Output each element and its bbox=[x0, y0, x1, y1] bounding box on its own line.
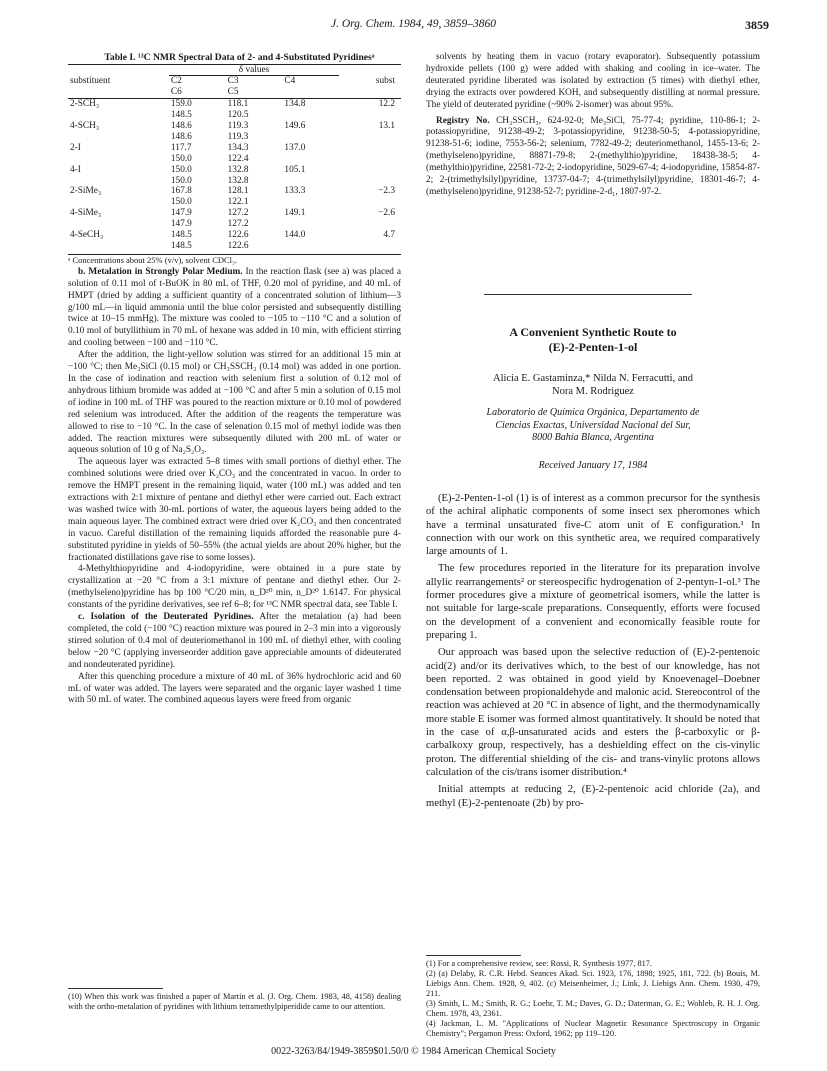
column-header: substituent bbox=[68, 76, 169, 99]
value-cell: 149.1 bbox=[284, 208, 306, 219]
column-header: C3 C5 bbox=[226, 76, 283, 99]
value-cell: −2.6 bbox=[378, 208, 395, 219]
substituent-cell: 4-I bbox=[70, 164, 81, 175]
table-column-headers bbox=[68, 76, 401, 99]
column-header: C4 bbox=[282, 76, 339, 99]
value-cell bbox=[282, 197, 339, 208]
value-cell: −2.3 bbox=[378, 186, 395, 197]
value-cell bbox=[282, 132, 339, 143]
value-cell: 147.9 bbox=[170, 219, 192, 230]
value-cell: 148.5 bbox=[170, 110, 192, 121]
value-cell: 119.3 bbox=[227, 121, 249, 132]
value-cell: 150.0 bbox=[170, 175, 192, 186]
value-cell: 147.9 bbox=[170, 208, 192, 219]
substituent-cell: 4-SCH₃ bbox=[70, 121, 100, 132]
article-title: A Convenient Synthetic Route to (E)-2-Penten-1-ol bbox=[509, 325, 677, 354]
registry-paragraph: Registry No. CH₃SSCH₃, 624-92-0; Me₃SiCl, 75-77-4; pyridine, 110-86-1; 2-potassiopyridine, 91238-49-2; 3-potassiopyridine, 91238-50-5; 4-potassiopyridine, 91238-51-6; iodine, 7553-56-2; selenium, 7782-49-2; deuteriomethanol, 1455-13-6; 2-(methylseleno)pyridine, 88871-79-8; 2-(methylthio)pyridine, 18438-38-5; 4-(methylthio)pyridine, 22581-72-2; 2-iodopyridine, 5029-67-4; 4-iodopyridine, 15854-87-2; 2-(trimethylsilyl)pyridine, 13737-04-7; 4-(trimethylsilyl)pyridine, 18301-46-7; 4-(methylseleno)pyridine, 91238-52-7; pyridine-2-d₁, 1807-97-2. bbox=[426, 115, 760, 197]
value-cell bbox=[339, 154, 401, 165]
substituent-cell: 4-SeCH₃ bbox=[70, 230, 104, 241]
value-cell bbox=[339, 197, 401, 208]
left-column bbox=[68, 52, 401, 707]
value-cell: 148.6 bbox=[170, 131, 192, 142]
footnote-10: (10) When this work was finished a paper of Martin et al. (J. Org. Chem. 1983, 48, 4158) dealing with the ortho-metalation of pyridines with lithium tetramethylpiperidide came to our attention. bbox=[68, 992, 401, 1011]
table-row bbox=[68, 208, 401, 219]
value-cell: 137.0 bbox=[284, 142, 306, 153]
registry-heading: Registry No. bbox=[436, 115, 490, 126]
value-cell: 122.6 bbox=[227, 230, 249, 241]
substituent-cell: 4-SiMe₃ bbox=[70, 208, 102, 219]
value-cell: 150.0 bbox=[170, 197, 192, 208]
section-c-paragraph-1: c. Isolation of the Deuterated Pyridines. After the metalation (a) had been completed, the cold (−100 °C) reaction mixture was poured in 2–3 min into a vigorously stirred solution of 0.4 mol of deuteriomethanol in 100 mL of diethyl ether, with cooling below −20 °C (applying inverseorder addition gave appreciable amounts of dideuterated and nondeuterated pyridine). bbox=[68, 612, 401, 670]
table-row bbox=[68, 230, 401, 241]
section-b-paragraph-3: The aqueous layer was extracted 5–8 times with small portions of diethyl ether. The combined solutions were dried over K₂CO₃ and the concentrated in vacuo. In order to remove the HMPT present in the remaining liquid, water (100 mL) was added and ten extractions with 2:1 mixture of pentane and diethyl ether were carried out. Each extract was washed twice with 30-mL portions of water, the aqueous layers being added to the main aqueous layer. The combined extract were dried over K₂CO₃ and then concentrated in vacuo. Careful distillation of the remaining liquids afforded the reasonable pure 4-substituted pyridine in yields of 50–55% (the actual yields are about 20% higher, but the fractionated distillations gave rise to some losses). bbox=[68, 457, 401, 563]
table-row bbox=[68, 241, 401, 254]
value-cell: 128.1 bbox=[227, 186, 249, 197]
substituent-cell bbox=[68, 154, 169, 165]
delta-values-label: δ values bbox=[169, 64, 339, 76]
table-row bbox=[68, 176, 401, 187]
author-affiliation: Laboratorio de Química Orgánica, Departamento de Ciencias Exactas, Universidad Nacional del Sur, 8000 Bahía Blanca, Argentina bbox=[486, 407, 700, 443]
value-cell bbox=[339, 110, 401, 121]
value-cell: 150.0 bbox=[170, 153, 192, 164]
section-b-heading: b. Metalation in Strongly Polar Medium. bbox=[78, 266, 243, 277]
section-c-paragraph-2: After this quenching procedure a mixture of 40 mL of 36% hydrochloric acid and 60 mL of water was added. The layers were separated and the organic layer washed 1 time with 50 mL of water. The combined aqueous layers were freed from organic bbox=[68, 671, 401, 706]
page-footer: 0022-3263/84/1949-3859$01.50/0 © 1984 American Chemical Society bbox=[271, 1046, 556, 1057]
value-cell: 144.0 bbox=[284, 230, 306, 241]
substituent-cell bbox=[68, 132, 169, 143]
value-cell: 167.8 bbox=[170, 186, 192, 197]
value-cell: 118.1 bbox=[227, 99, 249, 110]
value-cell bbox=[282, 219, 339, 230]
value-cell: 149.6 bbox=[284, 121, 306, 132]
value-cell bbox=[282, 241, 339, 254]
table-row bbox=[68, 121, 401, 132]
footnote-divider-right bbox=[426, 955, 521, 956]
value-cell: 12.2 bbox=[378, 99, 395, 110]
value-cell: 148.6 bbox=[170, 121, 192, 132]
body-paragraph-1: (E)-2-Penten-1-ol (1) is of interest as a common precursor for the synthesis of the achiral aliphatic components of some insect sex pheromones which have a terminal unsaturated five-C atom unit of E configuration.¹ In connection with our work on this synthetic area, we required comparatively large amounts of 1. bbox=[426, 493, 760, 558]
value-cell bbox=[339, 219, 401, 230]
substituent-cell bbox=[68, 110, 169, 121]
column-header: subst bbox=[339, 76, 401, 99]
received-date: Received January 17, 1984 bbox=[538, 460, 648, 471]
right-column-top bbox=[426, 52, 760, 199]
value-cell: 122.4 bbox=[227, 153, 249, 164]
value-cell: 133.3 bbox=[284, 186, 306, 197]
section-b-paragraph-1: b. Metalation in Strongly Polar Medium. In the reaction flask (see a) was placed a solution of 0.11 mol of t-BuOK in 80 mL of THF, 0.20 mol of pyridine, and 40 mL of HMPT (dried by adding a sufficient quantity of a concentrated solution of lithium—3 g/100 mL—in liquid ammonia until the blue color persisted and subsequently distilling twice at 10–15 mmHg). The mixture was cooled to −105 to −110 °C and a solution of 0.10 mol of butyllithium in 70 mL of hexane was added in 10 min, with efficient stirring and cooling between −100 and −110 °C. bbox=[68, 266, 401, 349]
article-divider bbox=[484, 294, 692, 295]
value-cell bbox=[339, 176, 401, 187]
value-cell: 127.2 bbox=[227, 219, 249, 230]
value-cell: 119.3 bbox=[227, 131, 249, 142]
article-body bbox=[426, 492, 760, 814]
body-paragraph-2: The few procedures reported in the literature for its preparation involve allylic rearrangements² or stereospecific hydrogenation of 2-pentyn-1-ol.³ The former procedures give a mixture of geometrical isomers, while the latter is not suitable for large-scale preparations. Consequently, efforts were focused on the development of a convenient and economically feasible route for preparing 1. bbox=[426, 563, 760, 641]
value-cell: 120.5 bbox=[227, 110, 249, 121]
value-cell: 148.5 bbox=[169, 241, 226, 254]
table-row bbox=[68, 99, 401, 110]
value-cell bbox=[282, 154, 339, 165]
value-cell: 148.5 bbox=[170, 230, 192, 241]
substituent-cell bbox=[68, 219, 169, 230]
column-header: C2 C6 bbox=[169, 76, 226, 99]
substituent-cell bbox=[68, 176, 169, 187]
body-paragraph-4: Initial attempts at reducing 2, (E)-2-pentenoic acid chloride (2a), and methyl (E)-2-pentenoate (2b) by pro- bbox=[426, 784, 760, 809]
footnote-2: (2) (a) Delaby, R. C.R. Hebd. Seances Akad. Sci. 1923, 176, 1898; 1925, 181, 722. (b) Bouis, M. Liebigs Ann. Chem. 1928, 9, 402. (c) Meisenheimer, J.; Link, J. Liebigs Ann. Chem. 1930, 479, 211. bbox=[426, 969, 760, 998]
page-number: 3859 bbox=[745, 18, 769, 32]
table-row bbox=[68, 219, 401, 230]
value-cell: 134.3 bbox=[227, 142, 249, 153]
value-cell bbox=[339, 143, 401, 154]
substituent-cell: 2-SCH₃ bbox=[70, 99, 100, 110]
value-cell bbox=[282, 110, 339, 121]
value-cell: 13.1 bbox=[378, 121, 395, 132]
body-paragraph-3: Our approach was based upon the selective reduction of (E)-2-pentenoic acid(2) and/or its derivatives which, to the best of our knowledge, has not been reported. 2 was obtained in good yield by Knoevenagel–Doebner condensation between propionaldehyde and malonic acid. Stereocontrol of the reaction was achieved at 20 °C in absence of light, and the thermodynamically more stable E isomer was formed almost quantitatively. It should be noted that in the case of α,β-unsaturated acids and esters the β-carboxylic or β-carbalkoxy group, respectively, has a deshielding effect on the cis-vinylic proton. The differential shielding of the cis- and trans-vinylic protons allows calculation of the cis/trans isomer distribution.⁴ bbox=[426, 647, 760, 778]
table-row bbox=[68, 165, 401, 176]
footnote-divider bbox=[68, 988, 163, 989]
value-cell: 127.2 bbox=[227, 208, 249, 219]
value-cell: 150.0 bbox=[170, 164, 192, 175]
table-footnote: ᵃ Concentrations about 25% (v/v), solvent CDCl₃. bbox=[68, 254, 238, 265]
section-b-paragraph-4: 4-Methylthiopyridine and 4-iodopyridine, were obtained in a pure state by crystallization at −20 °C from a 3:1 mixture of pentane and diethyl ether. Our 2-(methylseleno)pyridine has bp 100 °C/20 min, n_D²⁰ min, n_D²⁰ 1.6147. For physical constants of the pyridine derivatives, see ref 6–8; for ¹³C NMR spectral data, see Table I. bbox=[68, 564, 401, 611]
table-row bbox=[68, 110, 401, 121]
value-cell: 122.6 bbox=[226, 241, 283, 254]
table-row bbox=[68, 132, 401, 143]
footnote-4: (4) Jackman, L. M. "Applications of Nuclear Magnetic Resonance Spectroscopy in Organic Chemistry"; Pergamon Press: Oxford, 1962; pp 119–120. bbox=[426, 1019, 760, 1038]
left-footnotes bbox=[68, 988, 401, 1012]
value-cell: 132.8 bbox=[227, 175, 249, 186]
substituent-cell bbox=[68, 197, 169, 208]
right-footnotes bbox=[426, 955, 760, 1039]
value-cell: 122.1 bbox=[227, 197, 249, 208]
table-title: Table I. ¹³C NMR Spectral Data of 2- and 4-Substituted Pyridinesᵃ bbox=[104, 52, 375, 63]
value-cell bbox=[282, 176, 339, 187]
substituent-cell bbox=[68, 241, 169, 254]
journal-citation: J. Org. Chem. 1984, 49, 3859–3860 bbox=[330, 18, 497, 30]
table-row bbox=[68, 197, 401, 208]
section-c-heading: c. Isolation of the Deuterated Pyridines. bbox=[78, 612, 254, 623]
running-header bbox=[0, 18, 827, 34]
substituent-cell: 2-I bbox=[70, 142, 81, 153]
value-cell: 159.0 bbox=[170, 99, 192, 110]
footnote-3: (3) Smith, L. M.; Smith, R. G.; Loehr, T. M.; Daves, G. D.; Daterman, G. E.; Wohleb, R. H. J. Org. Chem. 1978, 43, 2361. bbox=[426, 999, 760, 1018]
value-cell bbox=[339, 132, 401, 143]
table-body bbox=[68, 99, 401, 255]
substituent-cell: 2-SiMe₃ bbox=[70, 186, 102, 197]
value-cell bbox=[339, 241, 401, 254]
footnote-1: (1) For a comprehensive review, see: Rossi, R. Synthesis 1977, 817. bbox=[426, 959, 652, 968]
continuation-paragraph: solvents by heating them in vacuo (rotary evaporator). Subsequently potassium hydroxide pellets (100 g) were added with shaking and cooling in ice–water. The deuterated pyridine liberated was isolated by extraction (5 times) with diethyl ether, drying the extracts over powdered KOH, and subsequently distilling at normal pressure. The yield of deuterated pyridine (~90% 2-isomer) was about 95%. bbox=[426, 52, 760, 110]
value-cell: 4.7 bbox=[383, 230, 395, 241]
article-authors: Alicia E. Gastaminza,* Nilda N. Ferracutti, and Nora M. Rodriguez bbox=[492, 373, 694, 397]
value-cell: 132.8 bbox=[227, 164, 249, 175]
value-cell: 117.7 bbox=[170, 142, 192, 153]
value-cell: 105.1 bbox=[284, 164, 306, 175]
table-header-row bbox=[68, 64, 401, 76]
value-cell: 134.8 bbox=[284, 99, 306, 110]
value-cell bbox=[339, 165, 401, 176]
section-b-paragraph-2: After the addition, the light-yellow solution was stirred for an additional 15 min at −100 °C; then Me₃SiCl (0.15 mol) or CH₃SSCH₃ (0.14 mol) was added in one portion. In the case of iodination and reaction with selenium first a solution of 0.12 mol of anhydrous lithium bromide was added at −100 °C and after 5 min a solution of 0.15 mol of iodine in 100 mL of THF was poured to the reaction mixture or 0.10 mol of powdered red selenium was introduced. After the addition of the reagents the temperature was allowed to rise to −10 °C. In the case of selenation 0.15 mol of methyl iodide was then added. The reaction mixtures were subsequently diluted with 200 mL of water or aqueous solution of 10 g of Na₂S₂O₃. bbox=[68, 350, 401, 456]
nmr-table bbox=[68, 64, 401, 255]
table-row bbox=[68, 186, 401, 197]
table-row bbox=[68, 154, 401, 165]
table-row bbox=[68, 143, 401, 154]
